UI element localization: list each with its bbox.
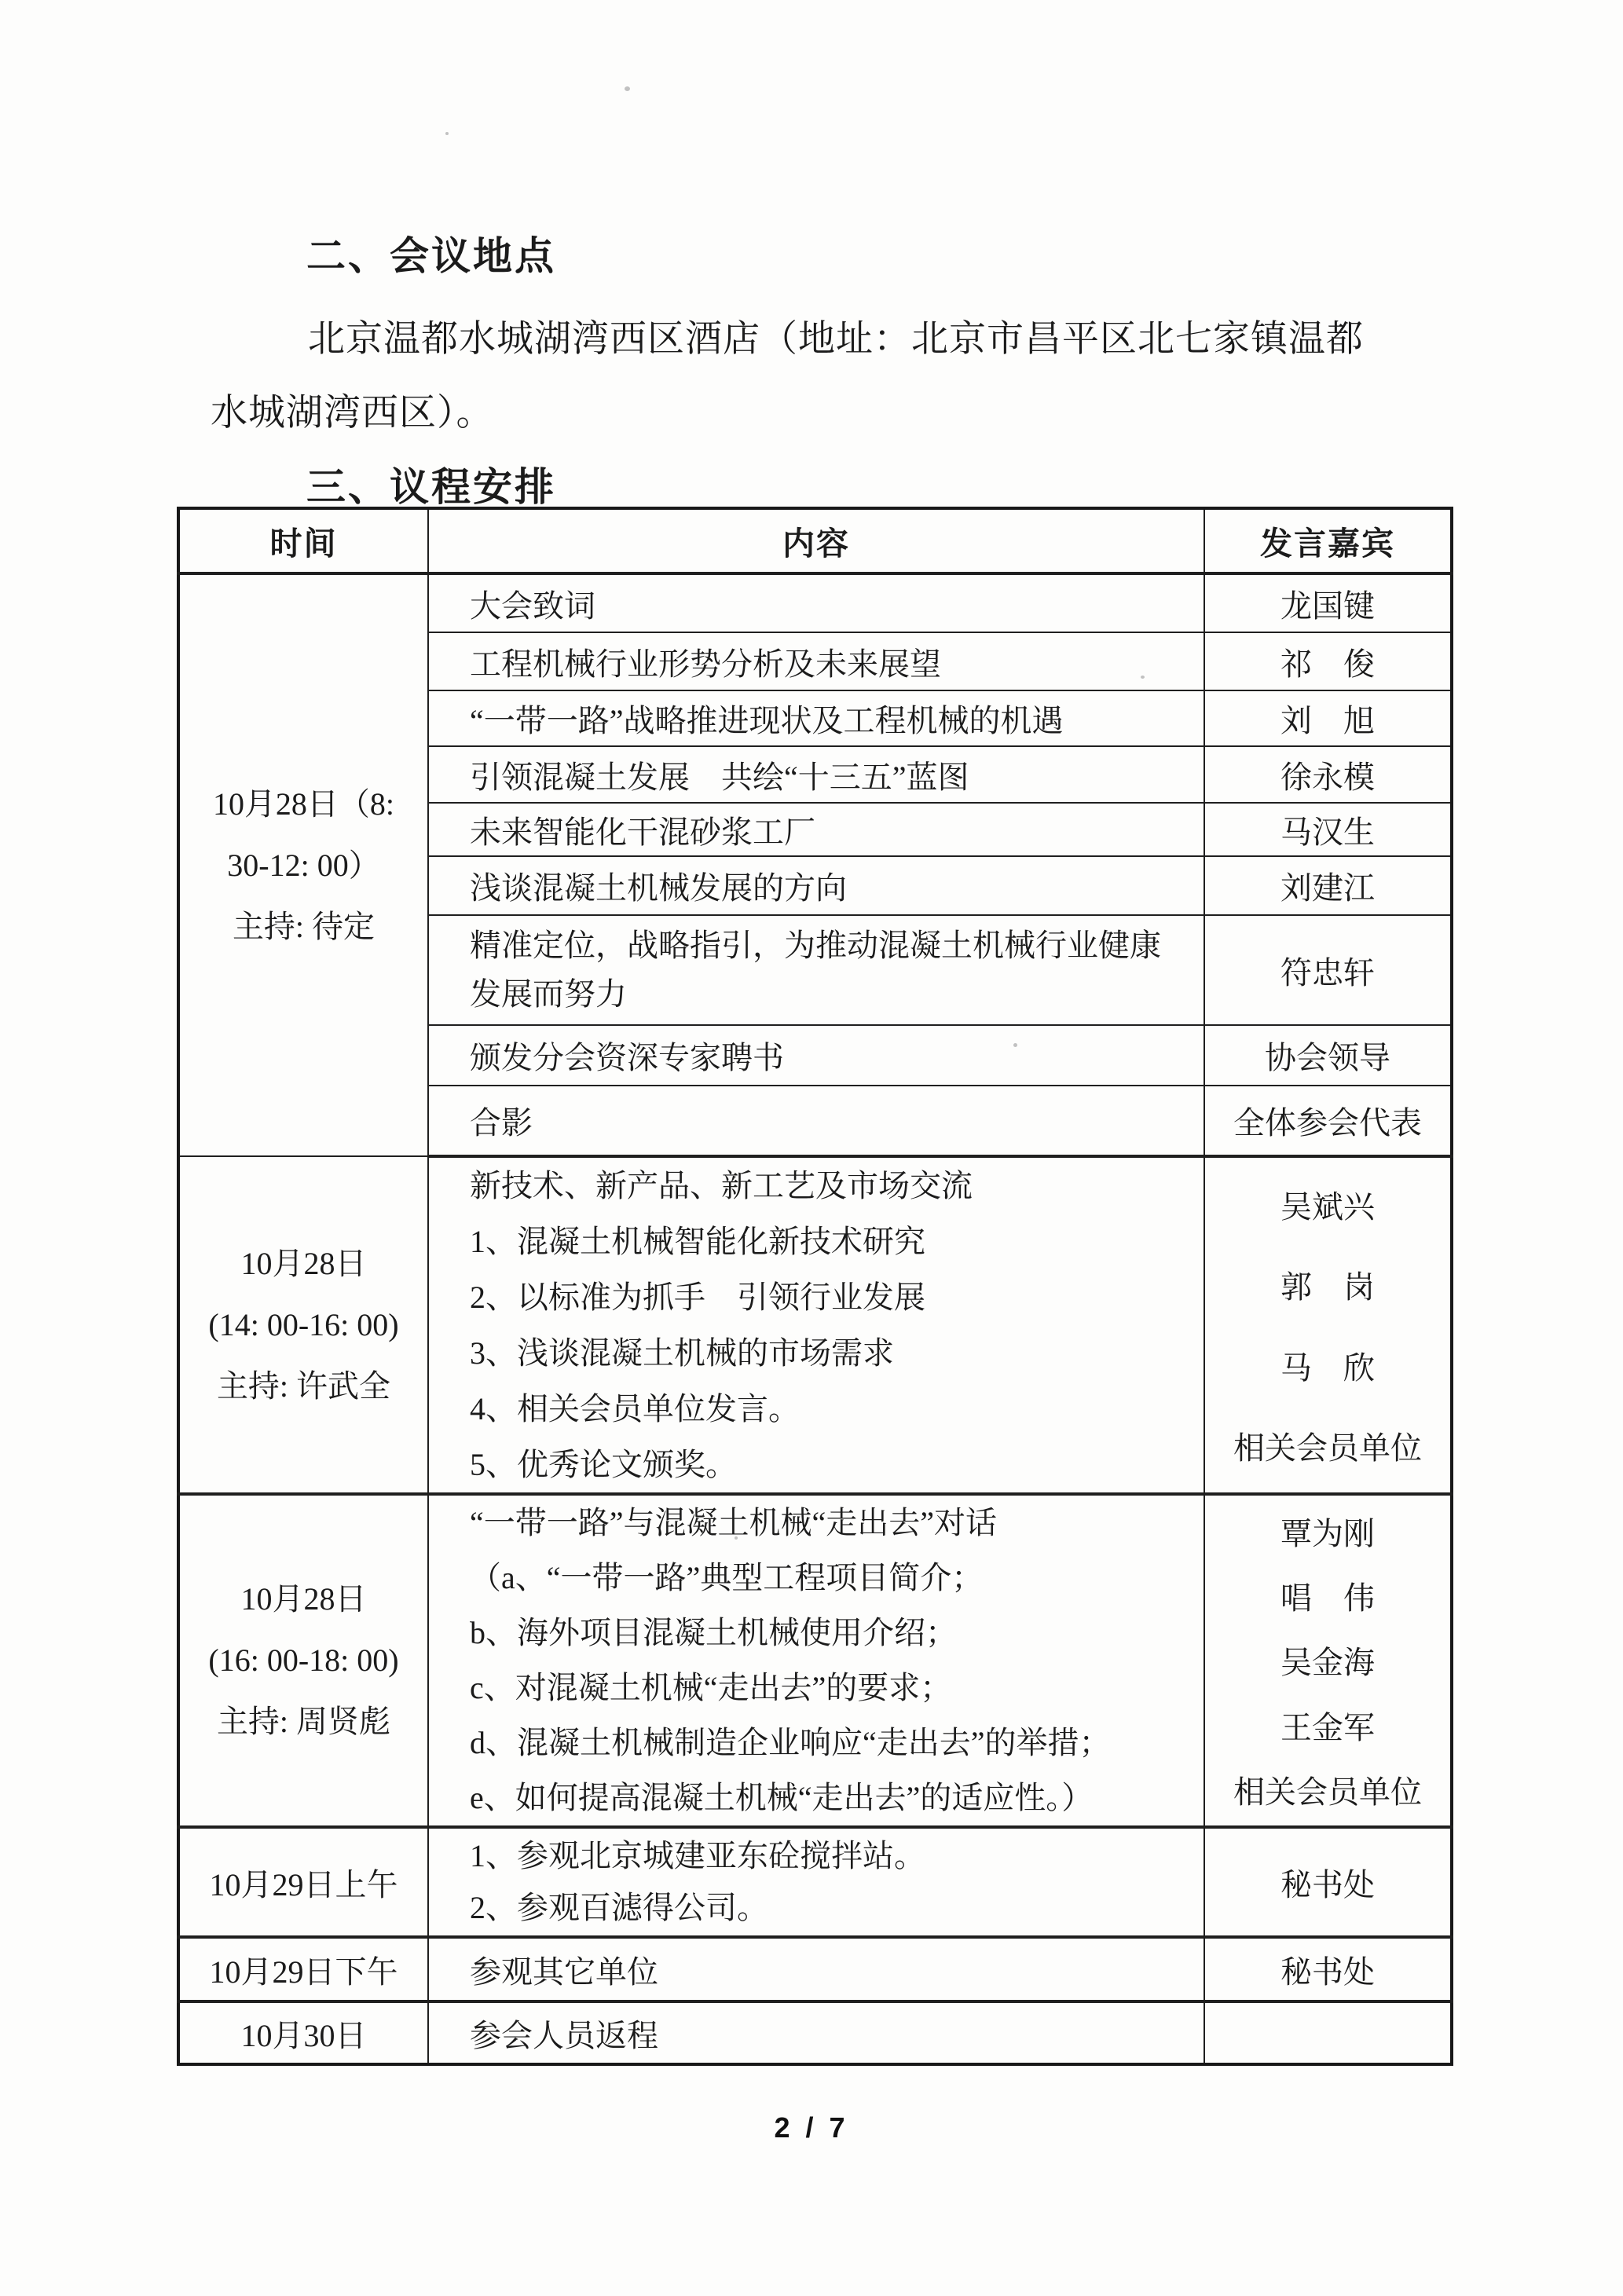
section-heading-location: 二、会议地点 [306,234,556,278]
guest-name: 吴斌兴 [1280,1188,1375,1225]
table-row-departure [178,2001,1452,2064]
content-cell-session3 [428,1494,1204,1827]
content-cell: 未来智能化干混砂浆工厂 [428,803,1204,856]
scan-noise-dot [625,86,630,91]
content-cell: 参会人员返程 [428,2001,1204,2064]
content-cell: 颁发分会资深专家聘书 [428,1025,1204,1086]
page-number: 2 / 7 [774,2111,849,2144]
content-cell: 精准定位，战略指引，为推动混凝土机械行业健康发展而努力 [428,915,1204,1025]
guest-name: 王金军 [1280,1709,1375,1745]
content-line: （a、“一带一路”典型工程项目简介； [470,1560,984,1595]
content-line: 2、以标准为抓手 引领行业发展 [470,1280,925,1315]
content-line: e、如何提高混凝土机械“走出去”的适应性。） [470,1780,1094,1815]
content-line: 5、优秀论文颁奖。 [470,1447,737,1482]
table-row-session2 [178,1156,1452,1494]
table-row-visit-am [178,1827,1452,1937]
time-line: 10月28日（8: [212,785,395,822]
content-line: 3、浅谈混凝土机械的市场需求 [470,1335,894,1371]
time-line: 主持: 许武全 [216,1368,391,1404]
guest-cell: 刘 旭 [1204,690,1452,746]
content-cell: 浅谈混凝土机械发展的方向 [428,856,1204,915]
content-line: 4、相关会员单位发言。 [470,1391,800,1426]
content-cell: 工程机械行业形势分析及未来展望 [428,632,1204,690]
time-line: (14: 00-16: 00) [208,1306,399,1342]
content-cell: 引领混凝土发展 共绘“十三五”蓝图 [428,746,1204,803]
guest-cell: 刘建江 [1204,856,1452,915]
header-cell-guest: 发言嘉宾 [1204,508,1452,573]
table-header-row [178,508,1452,573]
agenda-table [177,507,1453,2066]
header-cell-content: 内容 [428,508,1204,573]
content-line: “一带一路”与混凝土机械“走出去”对话 [470,1505,998,1540]
content-line: d、混凝土机械制造企业响应“走出去”的举措； [470,1725,1111,1760]
time-cell: 10月29日下午 [178,1937,428,2001]
table-row-session3 [178,1494,1452,1827]
table-row-visit-pm [178,1937,1452,2001]
content-line: 1、混凝土机械智能化新技术研究 [470,1224,925,1259]
content-line: 新技术、新产品、新工艺及市场交流 [470,1168,973,1203]
content-cell [428,1827,1204,1937]
time-cell-session1 [178,573,428,1156]
content-cell: 合影 [428,1086,1204,1156]
guest-name: 吴金海 [1280,1645,1375,1681]
guest-cell: 马汉生 [1204,803,1452,856]
guest-cell-session3 [1204,1494,1452,1827]
guest-cell: 祁 俊 [1204,632,1452,690]
time-cell: 10月29日上午 [178,1827,428,1937]
content-line: 2、参观百滤得公司。 [470,1890,768,1925]
guest-cell: 秘书处 [1204,1937,1452,2001]
location-text-line: 水城湖湾西区）。 [211,393,494,434]
header-cell-time: 时间 [178,508,428,573]
scan-noise-dot [445,132,449,135]
time-cell-session2 [178,1156,428,1494]
time-cell: 10月30日 [178,2001,428,2064]
time-cell-session3 [178,1494,428,1827]
section-heading-agenda: 三、议程安排 [306,465,556,509]
content-cell-session2 [428,1156,1204,1494]
guest-name: 相关会员单位 [1233,1430,1422,1467]
content-line: 1、参观北京城建亚东砼搅拌站。 [470,1838,925,1873]
guest-cell: 全体参会代表 [1204,1086,1452,1156]
content-cell: 大会致词 [428,573,1204,632]
guest-cell: 协会领导 [1204,1025,1452,1086]
guest-name: 郭 岗 [1280,1269,1375,1305]
content-line: b、海外项目混凝土机械使用介绍； [470,1615,957,1650]
guest-name: 唱 伟 [1280,1580,1375,1617]
guest-name: 覃为刚 [1280,1515,1375,1551]
content-cell: “一带一路”战略推进现状及工程机械的机遇 [428,690,1204,746]
guest-cell: 龙国键 [1204,573,1452,632]
guest-name: 马 欣 [1280,1349,1375,1386]
guest-name: 相关会员单位 [1233,1774,1422,1811]
time-line: 10月28日 [240,1245,367,1281]
time-line: 30-12: 00） [227,847,380,883]
guest-cell: 徐永模 [1204,746,1452,803]
time-line: 10月28日 [240,1581,367,1617]
table-row [178,573,1452,632]
time-line: (16: 00-18: 00) [208,1642,399,1678]
time-line: 主持: 周贤彪 [216,1704,391,1739]
content-line: c、对混凝土机械“走出去”的要求； [470,1670,952,1705]
guest-cell [1204,2001,1452,2064]
location-text-line: 北京温都水城湖湾西区酒店（地址：北京市昌平区北七家镇温都 [308,319,1364,360]
guest-cell: 秘书处 [1204,1827,1452,1937]
guest-cell: 符忠轩 [1204,915,1452,1025]
time-line: 主持: 待定 [232,908,376,944]
guest-cell-session2 [1204,1156,1452,1494]
content-cell: 参观其它单位 [428,1937,1204,2001]
